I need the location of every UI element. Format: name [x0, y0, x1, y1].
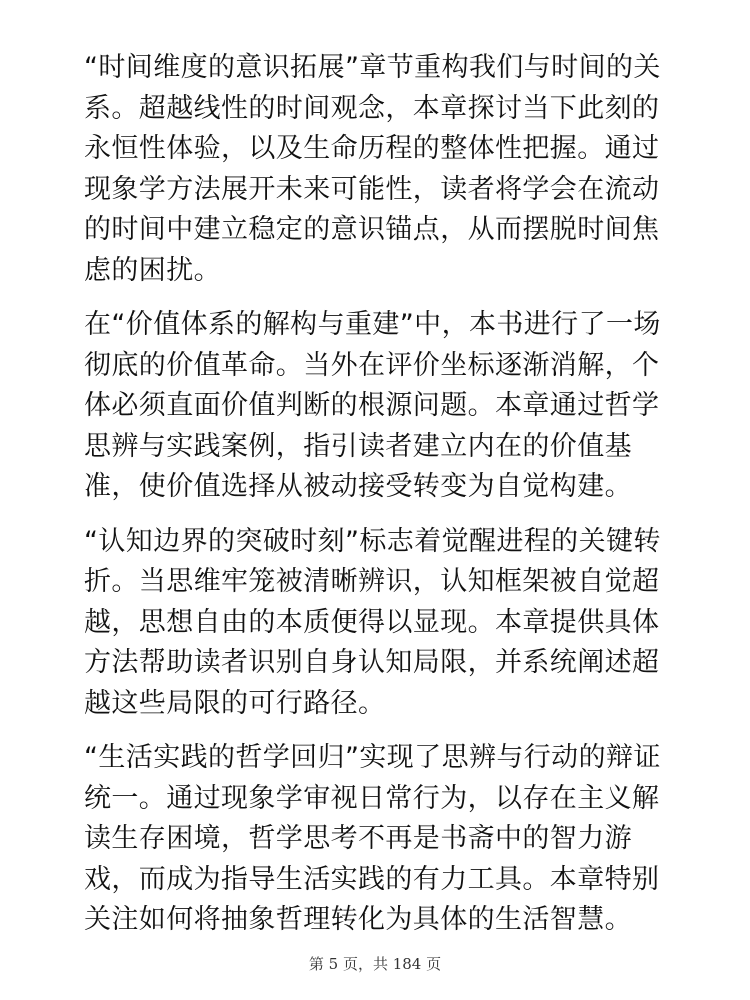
paragraph-life-practice: “生活实践的哲学回归”实现了思辨与行动的辩证统一。通过现象学审视日常行为，以存在主义解读生存困境，哲学思考不再是书斋中的智力游戏，而成为指导生活实践的有力工具。本章特别关注如何将抽象哲理转化为具体的生活智慧。	[84, 742, 661, 935]
paragraph-time-dimension: “时间维度的意识拓展”章节重构我们与时间的关系。超越线性的时间观念，本章探讨当下此刻的永恒性体验，以及生命历程的整体性把握。通过现象学方法展开未来可能性，读者将学会在流动的时间中建立稳定的意识锚点，从而摆脱时间焦虑的困扰。	[84, 52, 661, 286]
paragraph-cognitive-boundary: “认知边界的突破时刻”标志着觉醒进程的关键转折。当思维牢笼被清晰辨识，认知框架被自觉超越，思想自由的本质便得以显现。本章提供具体方法帮助读者识别自身认知局限，并系统阐述超越这些局限的可行路径。	[84, 525, 661, 719]
paragraph-value-system: 在“价值体系的解构与重建”中，本书进行了一场彻底的价值革命。当外在评价坐标逐渐消解，个体必须直面价值判断的根源问题。本章通过哲学思辨与实践案例，指引读者建立内在的价值基准，使价值选择从被动接受转变为自觉构建。	[84, 309, 661, 502]
page-number-footer: 第 5 页，共 184 页	[308, 955, 442, 973]
body-text	[84, 48, 674, 955]
